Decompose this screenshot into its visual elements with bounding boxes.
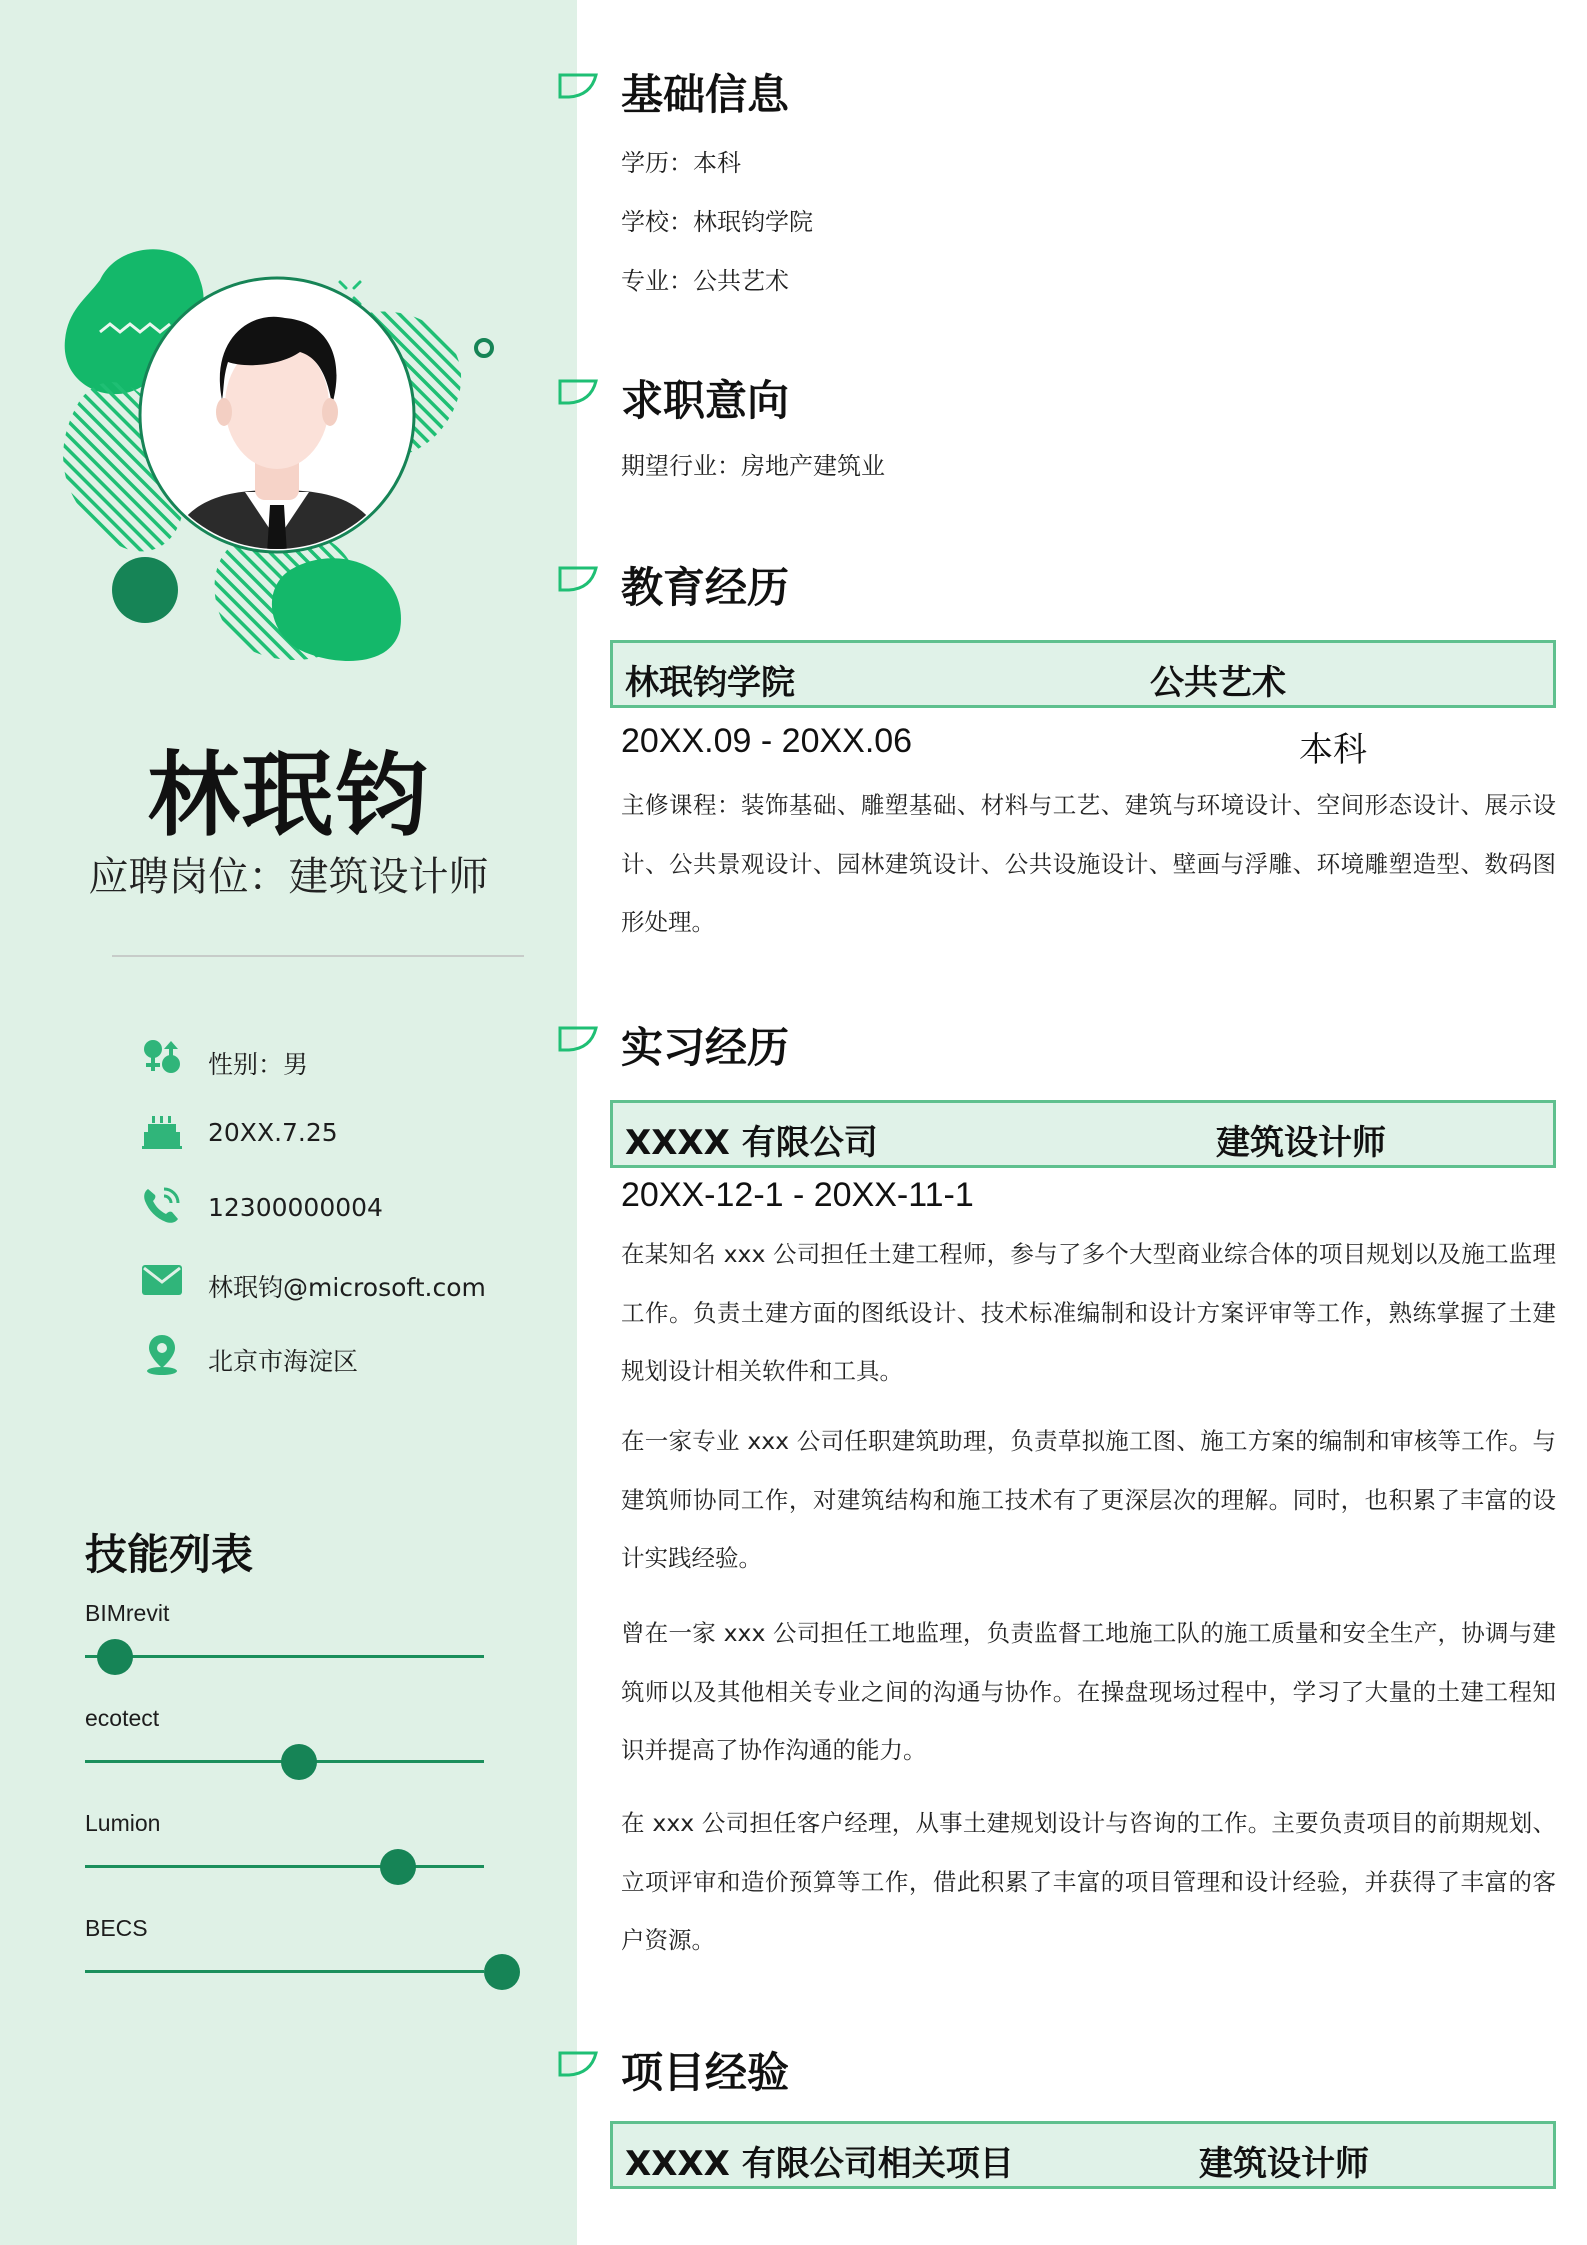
- internship-bar: [610, 1100, 1556, 1168]
- section-project-title: 项目经验: [621, 2048, 790, 2097]
- project-name: XXXX 有限公司相关项目: [625, 2144, 1014, 2184]
- skill-level-knob: [97, 1639, 133, 1675]
- contact-phone-text: 12300000004: [208, 1193, 383, 1222]
- section-marker-icon: [557, 72, 599, 100]
- skills-title: 技能列表: [85, 1530, 254, 1579]
- candidate-name: 林珉钧: [147, 742, 430, 849]
- skill-name: ecotect: [85, 1705, 160, 1731]
- section-marker-icon: [557, 565, 599, 593]
- location-pin-icon: [140, 1332, 184, 1376]
- applied-position: 应聘岗位：建筑设计师: [88, 854, 489, 900]
- section-intent-title: 求职意向: [621, 376, 790, 425]
- main-content: [577, 0, 1587, 2245]
- skill-name: BIMrevit: [85, 1600, 170, 1626]
- section-basic-title: 基础信息: [621, 70, 790, 119]
- contact-gender: [140, 1035, 560, 1085]
- skill-level-knob: [484, 1954, 520, 1990]
- contact-location: [140, 1332, 560, 1382]
- basic-degree: 学历：本科: [621, 149, 741, 177]
- education-dates: 20XX.09 - 20XX.06: [621, 722, 913, 760]
- skill-track: [85, 1865, 484, 1868]
- sidebar-divider: [112, 955, 524, 957]
- phone-icon: [140, 1183, 184, 1227]
- skill-name: Lumion: [85, 1810, 161, 1836]
- contact-birthday: [140, 1108, 560, 1158]
- skill-name: BECS: [85, 1915, 148, 1941]
- birthday-cake-icon: [140, 1108, 184, 1152]
- internship-role: 建筑设计师: [1216, 1123, 1386, 1163]
- project-role: 建筑设计师: [1199, 2144, 1369, 2184]
- education-school: 林珉钧学院: [625, 663, 795, 703]
- section-intent-header: [577, 368, 1477, 428]
- education-courses: 主修课程：装饰基础、雕塑基础、材料与工艺、建筑与环境设计、空间形态设计、展示设计、公共景观设计、园林建筑设计、公共设施设计、壁画与浮雕、环境雕塑造型、数码图形处理。: [621, 791, 1556, 936]
- contact-gender-text: 性别：男: [208, 1050, 309, 1079]
- internship-paragraph-2: 在一家专业 xxx 公司任职建筑助理，负责草拟施工图、施工方案的编制和审核等工作。与建筑师协同工作，对建筑结构和施工技术有了更深层次的理解。同时，也积累了丰富的设计实践经验。: [621, 1427, 1556, 1572]
- contact-email-text: 林珉钧@microsoft.com: [208, 1273, 486, 1302]
- skill-level-knob: [380, 1849, 416, 1885]
- section-internship-header: [577, 1015, 1477, 1075]
- section-education-header: [577, 555, 1477, 615]
- section-marker-icon: [557, 1025, 599, 1053]
- internship-dates: 20XX-12-1 - 20XX-11-1: [621, 1176, 974, 1214]
- skill-track: [85, 1970, 484, 1973]
- contact-email: [140, 1258, 560, 1308]
- section-marker-icon: [557, 2050, 599, 2078]
- dark-green-dot: [112, 557, 178, 623]
- project-bar: [610, 2121, 1556, 2189]
- skill-level-knob: [281, 1744, 317, 1780]
- education-degree: 本科: [1299, 730, 1367, 770]
- email-icon: [140, 1258, 184, 1302]
- avatar-decoration: [40, 240, 520, 680]
- section-marker-icon: [557, 378, 599, 406]
- section-project-header: [577, 2040, 1477, 2100]
- skill-item: [85, 1915, 505, 1985]
- contact-location-text: 北京市海淀区: [208, 1347, 359, 1376]
- basic-school: 学校：林珉钧学院: [621, 208, 813, 236]
- section-basic-header: [577, 62, 1477, 122]
- internship-company: XXXX 有限公司: [625, 1123, 878, 1163]
- small-ring: [476, 340, 492, 356]
- gender-icon: [140, 1035, 184, 1079]
- internship-paragraph-1: 在某知名 xxx 公司担任土建工程师，参与了多个大型商业综合体的项目规划以及施工监理工作。负责土建方面的图纸设计、技术标准编制和设计方案评审等工作，熟练掌握了土建规划设计相关软件和工具。: [621, 1240, 1556, 1385]
- internship-paragraph-3: 曾在一家 xxx 公司担任工地监理，负责监督工地施工队的施工质量和安全生产，协调与建筑师以及其他相关专业之间的沟通与协作。在操盘现场过程中，学习了大量的土建工程知识并提高了协作沟通的能力。: [621, 1619, 1556, 1764]
- basic-major: 专业：公共艺术: [621, 267, 789, 295]
- skill-item: [85, 1600, 505, 1670]
- skill-item: [85, 1705, 505, 1775]
- sidebar: [0, 0, 577, 2245]
- contact-phone: [140, 1183, 560, 1233]
- education-bar: [610, 640, 1556, 708]
- intent-industry: 期望行业：房地产建筑业: [621, 452, 885, 480]
- education-major: 公共艺术: [1150, 663, 1286, 703]
- skill-track: [85, 1655, 484, 1658]
- section-internship-title: 实习经历: [621, 1023, 790, 1072]
- section-education-title: 教育经历: [621, 563, 790, 612]
- contact-birthday-text: 20XX.7.25: [208, 1118, 338, 1147]
- skill-item: [85, 1810, 505, 1880]
- internship-paragraph-4: 在 xxx 公司担任客户经理，从事土建规划设计与咨询的工作。主要负责项目的前期规划、立项评审和造价预算等工作，借此积累了丰富的项目管理和设计经验，并获得了丰富的客户资源。: [621, 1809, 1556, 1954]
